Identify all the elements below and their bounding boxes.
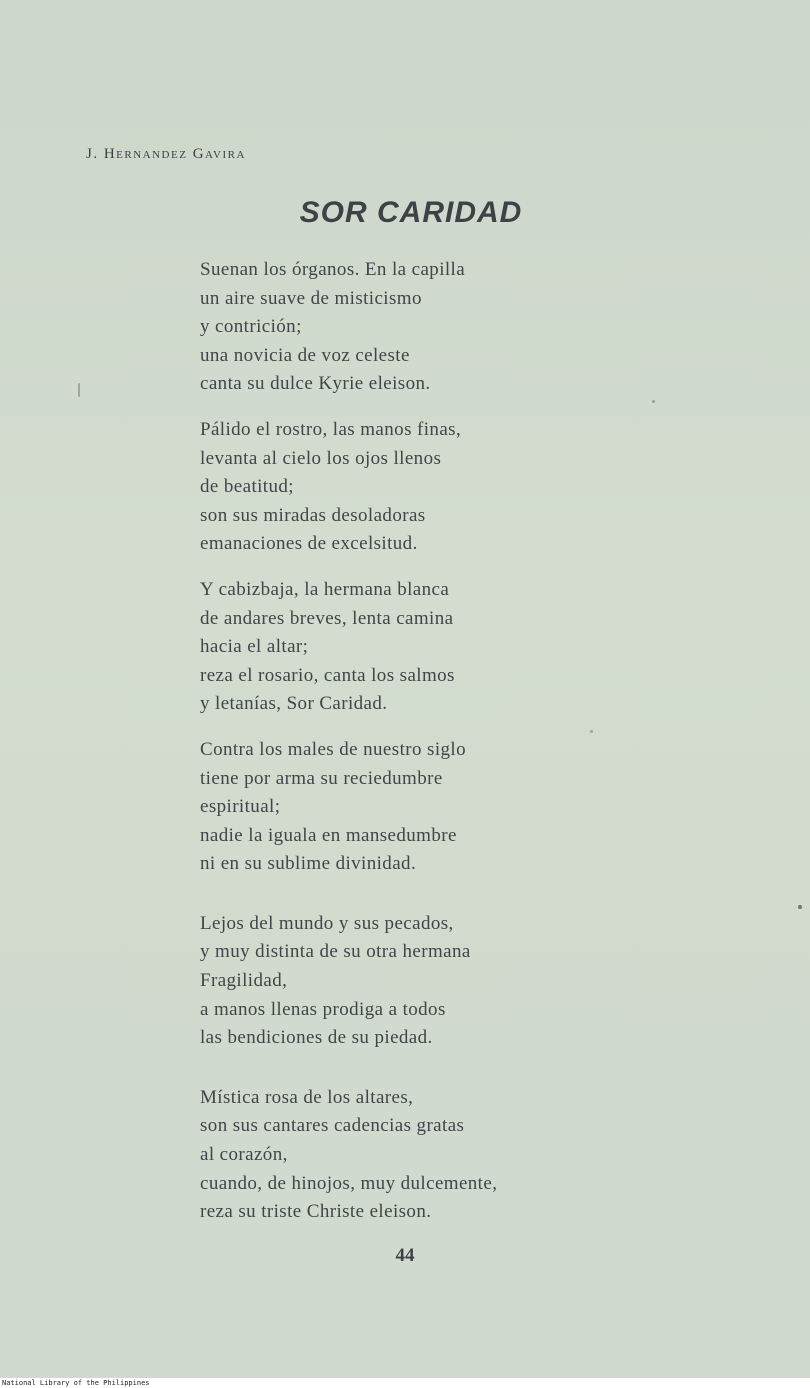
poem-line: las bendiciones de su piedad.	[200, 1027, 433, 1049]
stanza-4	[200, 736, 620, 879]
paper-speck	[652, 400, 655, 403]
poem-line: Suenan los órganos. En la capilla	[200, 259, 466, 280]
poem-line: hacia el altar;	[200, 636, 309, 658]
stanza-3	[200, 576, 620, 719]
paper-speck	[78, 383, 80, 397]
poem-line: levanta al cielo los ojos llenos	[200, 447, 442, 469]
poem-line: y contrición;	[200, 316, 302, 338]
poem-line: espiritual;	[200, 796, 281, 818]
poem-line: son sus cantares cadencias gratas	[200, 1115, 465, 1137]
poem-line: Lejos del mundo y sus pecados,	[200, 912, 454, 934]
poem-line: nadie la iguala en mansedumbre	[200, 824, 457, 846]
poem-line: de beatitud;	[200, 476, 294, 498]
poem-line: un aire suave de misticismo	[200, 287, 422, 309]
poem-line: a manos llenas prodiga a todos	[200, 998, 446, 1020]
poem-line: Mística rosa de los altares,	[200, 1086, 414, 1108]
poem-line: una novicia de voz celeste	[200, 344, 410, 366]
poem-line: emanaciones de excelsitud.	[200, 533, 418, 555]
paper-speck	[798, 905, 802, 909]
running-head-author: J. Hernandez Gavira	[86, 146, 246, 162]
stanza-5	[200, 910, 620, 1053]
poem-line: reza el rosario, canta los salmos	[200, 664, 455, 686]
page-number: 44	[395, 1245, 415, 1266]
poem-line: de andares breves, lenta camina	[200, 607, 454, 629]
poem-line: cuando, de hinojos, muy dulcemente,	[200, 1172, 498, 1194]
poem-line: al corazón,	[200, 1144, 288, 1166]
stanza-6	[200, 1084, 620, 1227]
poem-line: y letanías, Sor Caridad.	[200, 693, 388, 715]
poem-line: ni en su sublime divinidad.	[200, 853, 417, 875]
poem-line: Fragilidad,	[200, 970, 288, 992]
poem-line: y muy distinta de su otra hermana	[200, 941, 471, 963]
poem-line: reza su triste Christe eleison.	[200, 1201, 432, 1223]
poem-line: Pálido el rostro, las manos finas,	[200, 418, 462, 440]
poem-line: Y cabizbaja, la hermana blanca	[200, 578, 450, 600]
library-credit: National Library of the Philippines	[2, 1379, 150, 1387]
poem-title: SOR CARIDAD	[299, 196, 523, 229]
stanza-2	[200, 416, 620, 559]
poem-line: canta su dulce Kyrie eleison.	[200, 373, 431, 395]
poem-body	[200, 256, 620, 1244]
poem-line: son sus miradas desoladoras	[200, 504, 426, 526]
paper-speck	[590, 730, 593, 733]
stanza-1	[200, 256, 620, 399]
poem-line: tiene por arma su reciedumbre	[200, 767, 443, 789]
poem-line: Contra los males de nuestro siglo	[200, 738, 466, 760]
